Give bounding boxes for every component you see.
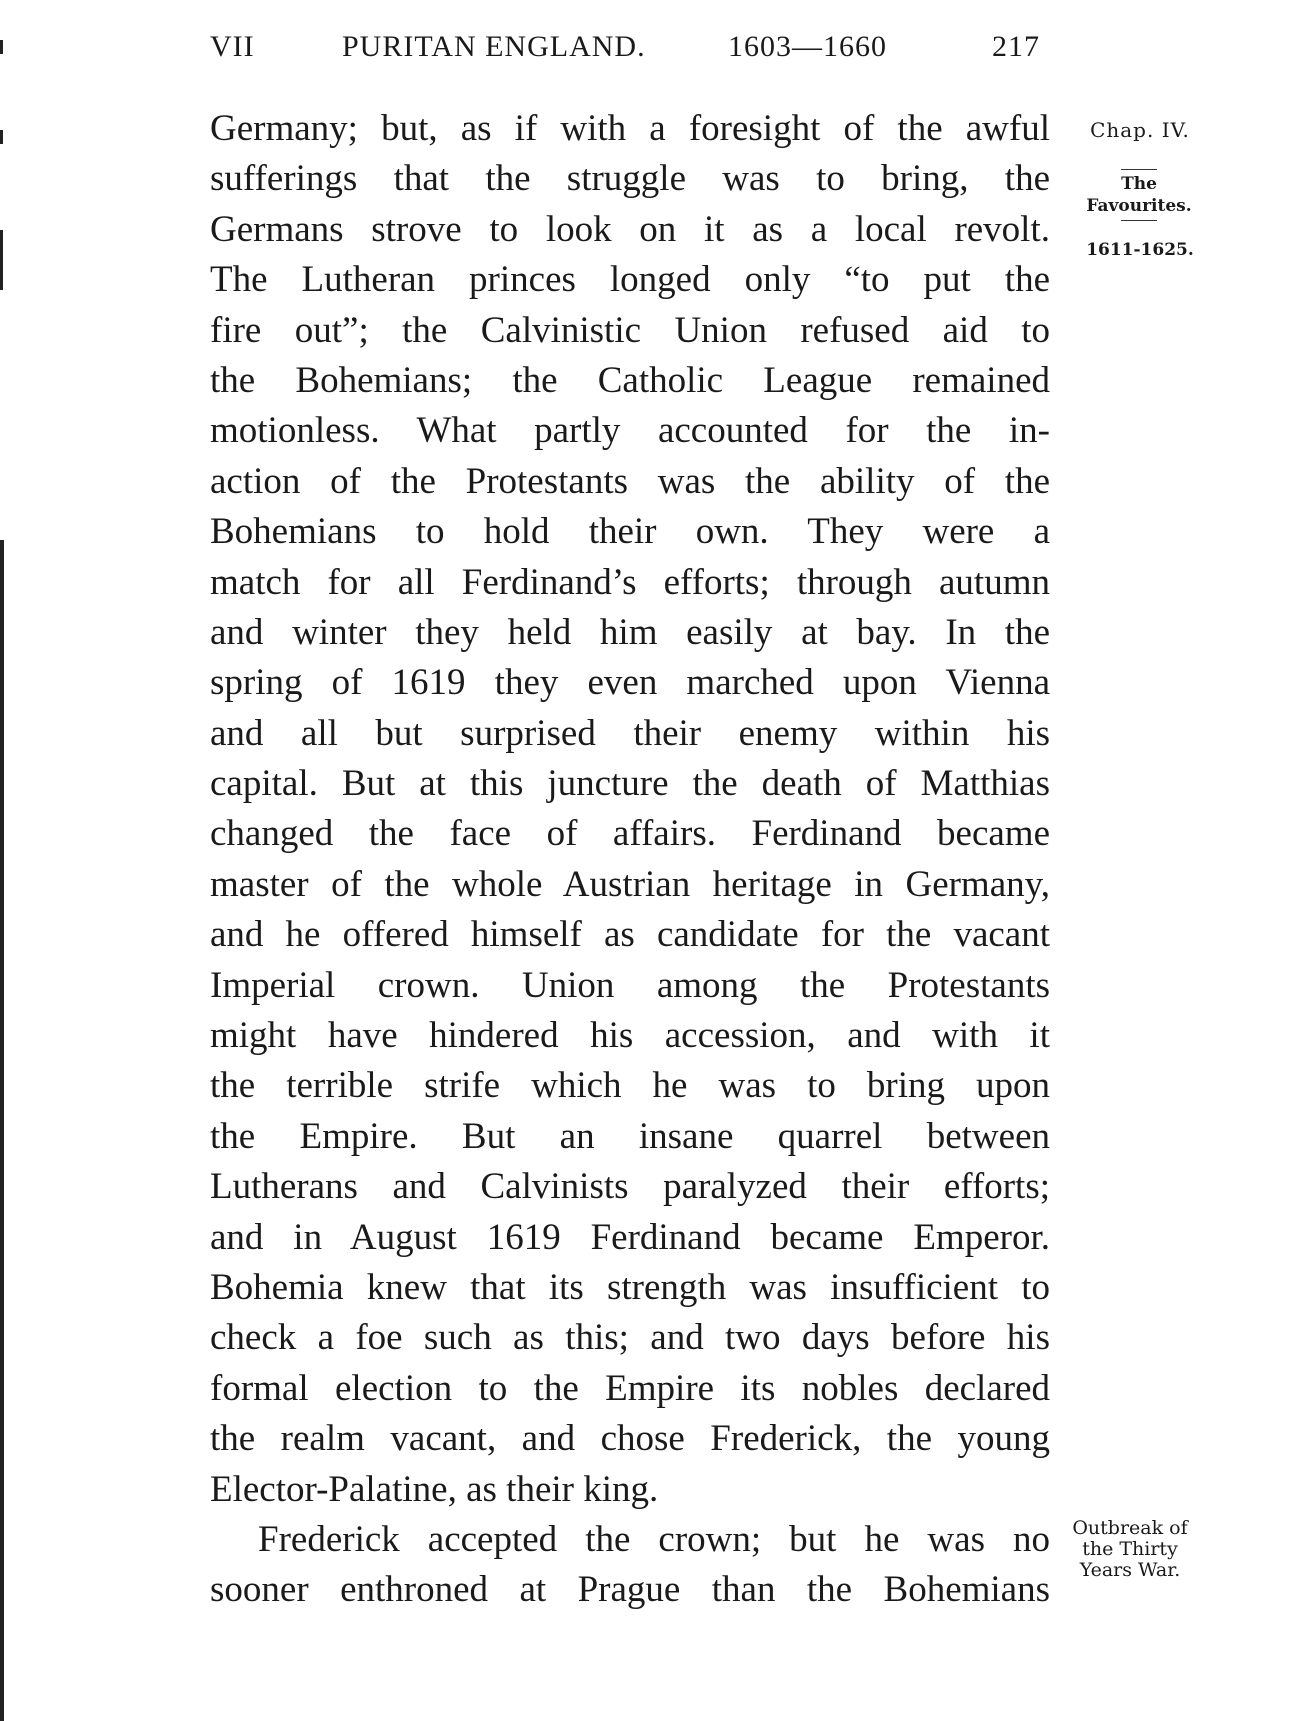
text-line: and winter they held him easily at bay. In the (210, 611, 1050, 653)
text-line: Bohemia knew that its strength was insufficient to (210, 1266, 1050, 1308)
text-line: Lutherans and Calvinists paralyzed their efforts; (210, 1166, 1050, 1208)
marginal-chapter: Chap. IV. (1090, 118, 1190, 142)
text-line: action of the Protestants was the ability of the (210, 460, 1050, 502)
text-line: fire out”; the Calvinistic Union refused aid to (210, 309, 1050, 351)
marginal-topic-line: The (1121, 174, 1157, 194)
text-line: the Bohemians; the Catholic League remained (210, 359, 1050, 401)
marginal-topic-line: Favourites. (1086, 196, 1192, 216)
header-dates: 1603—1660 (728, 30, 887, 63)
text-line: and all but surprised their enemy within his (210, 712, 1050, 754)
text-line: spring of 1619 they even marched upon Vienna (210, 662, 1050, 704)
text-line: check a foe such as this; and two days before his (210, 1317, 1050, 1359)
marginal-years: 1611-1625. (1086, 240, 1194, 260)
text-line: Germany; but, as if with a foresight of the awful (210, 108, 1050, 149)
scan-edge-mark (0, 130, 3, 144)
text-line: changed the face of affairs. Ferdinand became (210, 813, 1050, 855)
text-line: and he offered himself as candidate for the vacant (210, 914, 1050, 956)
marginal-note-line: Years War. (1079, 1559, 1181, 1581)
text-line: Imperial crown. Union among the Protestants (210, 964, 1050, 1006)
text-line: might have hindered his accession, and with it (210, 1015, 1050, 1057)
marginal-rule (1121, 169, 1157, 170)
text-line: Frederick accepted the crown; but he was no (258, 1518, 1050, 1560)
text-line: The Lutheran princes longed only “to put the (210, 259, 1050, 301)
body-text (210, 104, 1050, 1616)
marginal-rule (1121, 220, 1157, 221)
text-line: and in August 1619 Ferdinand became Emperor. (210, 1216, 1050, 1258)
text-line: the terrible strife which he was to bring upon (210, 1065, 1050, 1107)
page-number: 217 (992, 30, 1040, 63)
scan-edge-mark (0, 540, 4, 1721)
scan-edge-mark (0, 40, 3, 54)
text-line: the Empire. But an insane quarrel between (210, 1115, 1050, 1157)
text-line: capital. But at this juncture the death of Matthias (210, 763, 1050, 805)
text-line: match for all Ferdinand’s efforts; through autumn (210, 561, 1050, 603)
marginal-topic (1064, 166, 1214, 224)
text-line: Germans strove to look on it as a local revolt. (210, 208, 1050, 250)
text-line: sufferings that the struggle was to bring, the (210, 158, 1050, 200)
header-chapter-number: VII (210, 30, 255, 63)
running-header (210, 30, 1070, 70)
text-line: motionless. What partly accounted for the in- (210, 410, 1050, 452)
marginal-note-line: Outbreak of (1072, 1517, 1188, 1539)
text-line: sooner enthroned at Prague than the Bohemians (210, 1569, 1050, 1611)
text-line: Bohemians to hold their own. They were a (210, 511, 1050, 553)
text-line: Elector-Palatine, as their king. (210, 1468, 659, 1510)
marginal-outbreak-note (1050, 1518, 1210, 1581)
text-line: formal election to the Empire its nobles declared (210, 1367, 1050, 1409)
scan-edge-mark (0, 230, 3, 290)
marginal-note-line: the Thirty (1082, 1538, 1178, 1560)
header-book-title: PURITAN ENGLAND. (342, 30, 646, 63)
text-line: the realm vacant, and chose Frederick, the young (210, 1418, 1050, 1460)
text-line: master of the whole Austrian heritage in Germany, (210, 863, 1050, 905)
